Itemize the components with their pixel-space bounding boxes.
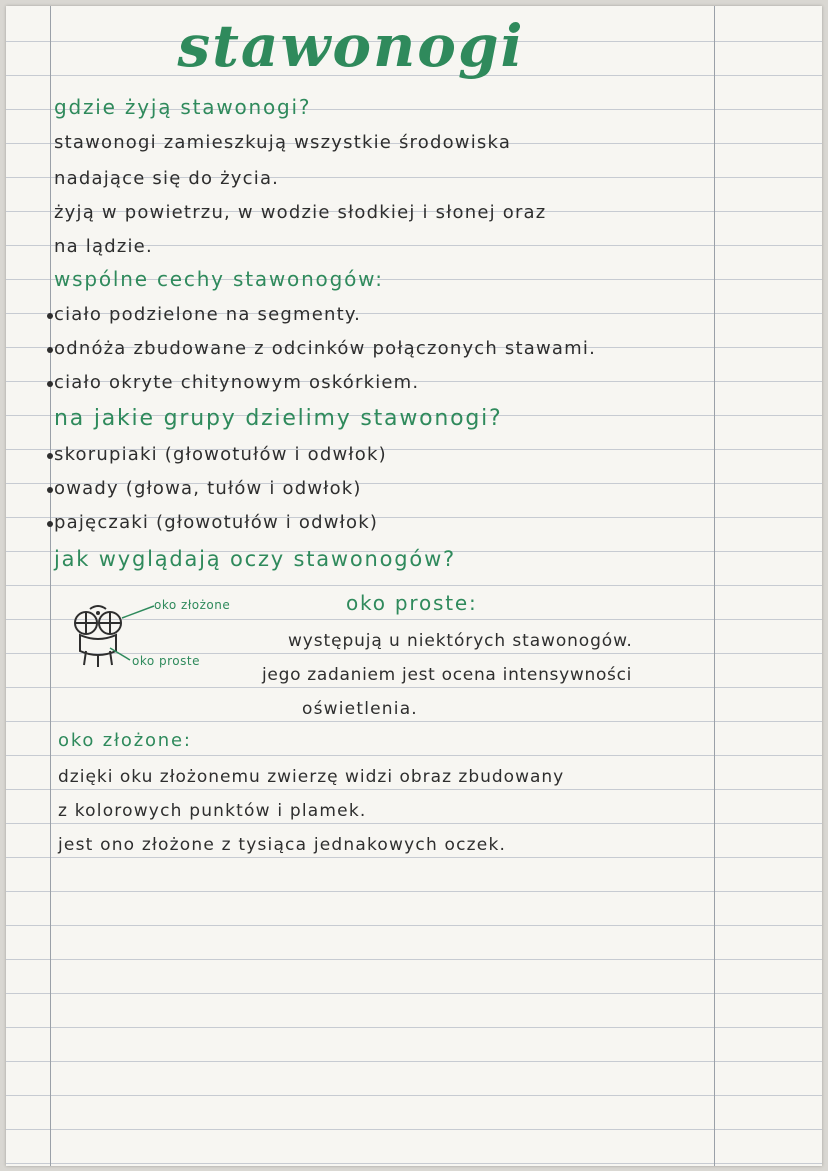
heading-groups: na jakie grupy dzielimy stawonogi? — [54, 406, 503, 431]
group-item-2: owady (głowa, tułów i odwłok) — [54, 478, 362, 499]
heading-eyes: jak wyglądają oczy stawonogów? — [54, 547, 456, 571]
heading-features: wspólne cechy stawonogów: — [54, 267, 384, 291]
heading-habitat: gdzie żyją stawonogi? — [54, 95, 312, 119]
habitat-line-2: nadające się do życia. — [54, 168, 280, 189]
label-simple-eye: oko proste — [132, 654, 200, 668]
bullet-icon — [47, 381, 53, 387]
heading-simple-eye: oko proste: — [346, 591, 478, 615]
compound-eye-line-2: z kolorowych punktów i plamek. — [58, 801, 367, 821]
fly-head-icon — [66, 601, 136, 671]
simple-eye-line-3: oświetlenia. — [302, 699, 418, 719]
simple-eye-line-2: jego zadaniem jest ocena intensywności — [262, 665, 633, 685]
group-item-3: pajęczaki (głowotułów i odwłok) — [54, 512, 379, 533]
compound-eye-line-1: dzięki oku złożonemu zwierzę widzi obraz zbudowany — [58, 767, 565, 787]
bullet-icon — [47, 313, 53, 319]
bullet-icon — [47, 521, 53, 527]
bullet-icon — [47, 487, 53, 493]
feature-item-2: odnóża zbudowane z odcinków połączonych stawami. — [54, 338, 596, 359]
feature-item-1: ciało podzielone na segmenty. — [54, 304, 362, 325]
simple-eye-line-1: występują u niektórych stawonogów. — [288, 631, 633, 651]
habitat-line-3: żyją w powietrzu, w wodzie słodkiej i słonej oraz — [54, 202, 547, 223]
bullet-icon — [47, 453, 53, 459]
habitat-line-4: na lądzie. — [54, 236, 153, 257]
right-margin-line — [714, 6, 715, 1166]
feature-item-3: ciało okryte chitynowym oskórkiem. — [54, 372, 420, 393]
notebook-page — [6, 6, 822, 1166]
page-title: stawonogi — [177, 12, 525, 80]
compound-eye-line-3: jest ono złożone z tysiąca jednakowych oczek. — [58, 835, 507, 855]
habitat-line-1: stawonogi zamieszkują wszystkie środowiska — [54, 132, 512, 153]
heading-compound-eye: oko złożone: — [58, 730, 192, 751]
label-compound-eye: oko złożone — [154, 598, 231, 612]
bullet-icon — [47, 347, 53, 353]
left-margin-line — [50, 6, 51, 1166]
group-item-1: skorupiaki (głowotułów i odwłok) — [54, 444, 387, 465]
